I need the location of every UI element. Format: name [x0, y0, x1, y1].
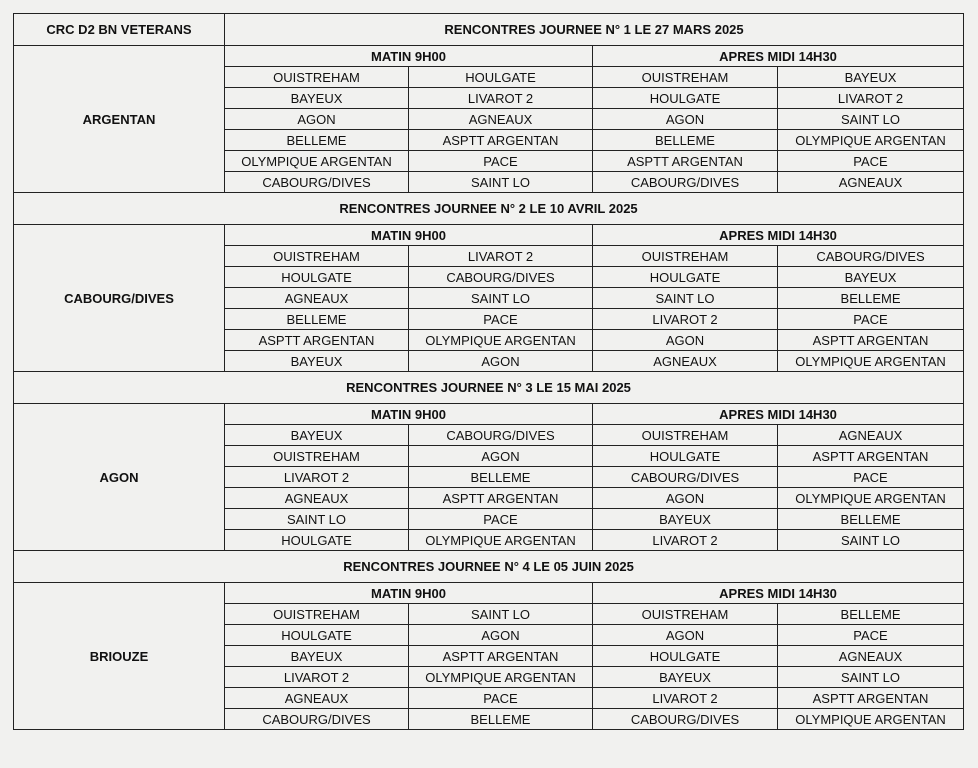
morning-away-team: SAINT LO: [409, 288, 593, 309]
morning-home-team: LIVAROT 2: [225, 667, 409, 688]
afternoon-home-team: OUISTREHAM: [593, 604, 778, 625]
afternoon-home-team: OUISTREHAM: [593, 67, 778, 88]
session-header-row: [14, 46, 964, 67]
morning-home-team: AGNEAUX: [225, 688, 409, 709]
afternoon-home-team: AGNEAUX: [593, 351, 778, 372]
afternoon-home-team: LIVAROT 2: [593, 309, 778, 330]
afternoon-home-team: BAYEUX: [593, 509, 778, 530]
afternoon-away-team: OLYMPIQUE ARGENTAN: [778, 709, 964, 730]
afternoon-away-team: LIVAROT 2: [778, 88, 964, 109]
morning-home-team: BAYEUX: [225, 646, 409, 667]
afternoon-home-team: OUISTREHAM: [593, 425, 778, 446]
morning-away-team: AGON: [409, 446, 593, 467]
afternoon-away-team: AGNEAUX: [778, 425, 964, 446]
morning-away-team: PACE: [409, 309, 593, 330]
competition-title: CRC D2 BN VETERANS: [14, 14, 225, 46]
morning-home-team: AGNEAUX: [225, 488, 409, 509]
round-heading: RENCONTRES JOURNEE N° 3 LE 15 MAI 2025: [14, 372, 964, 404]
round-heading: RENCONTRES JOURNEE N° 1 LE 27 MARS 2025: [225, 14, 964, 46]
morning-home-team: HOULGATE: [225, 267, 409, 288]
afternoon-session-header: APRES MIDI 14H30: [593, 46, 964, 67]
afternoon-home-team: CABOURG/DIVES: [593, 709, 778, 730]
afternoon-away-team: PACE: [778, 625, 964, 646]
afternoon-home-team: OUISTREHAM: [593, 246, 778, 267]
morning-home-team: BAYEUX: [225, 351, 409, 372]
afternoon-away-team: ASPTT ARGENTAN: [778, 688, 964, 709]
round-heading: RENCONTRES JOURNEE N° 2 LE 10 AVRIL 2025: [14, 193, 964, 225]
round-heading: RENCONTRES JOURNEE N° 4 LE 05 JUIN 2025: [14, 551, 964, 583]
afternoon-away-team: ASPTT ARGENTAN: [778, 330, 964, 351]
venue-cell: CABOURG/DIVES: [14, 225, 225, 372]
morning-away-team: SAINT LO: [409, 172, 593, 193]
afternoon-session-header: APRES MIDI 14H30: [593, 225, 964, 246]
afternoon-away-team: OLYMPIQUE ARGENTAN: [778, 130, 964, 151]
afternoon-home-team: LIVAROT 2: [593, 530, 778, 551]
morning-home-team: HOULGATE: [225, 625, 409, 646]
morning-away-team: LIVAROT 2: [409, 246, 593, 267]
afternoon-session-header: APRES MIDI 14H30: [593, 583, 964, 604]
morning-away-team: CABOURG/DIVES: [409, 425, 593, 446]
morning-home-team: BELLEME: [225, 309, 409, 330]
session-header-row: [14, 225, 964, 246]
morning-away-team: SAINT LO: [409, 604, 593, 625]
morning-away-team: AGON: [409, 625, 593, 646]
morning-away-team: ASPTT ARGENTAN: [409, 130, 593, 151]
afternoon-away-team: SAINT LO: [778, 667, 964, 688]
schedule-body: [14, 14, 964, 730]
afternoon-home-team: AGON: [593, 488, 778, 509]
afternoon-home-team: HOULGATE: [593, 446, 778, 467]
afternoon-away-team: BELLEME: [778, 604, 964, 625]
afternoon-away-team: PACE: [778, 151, 964, 172]
round-heading-row: [14, 551, 964, 583]
morning-home-team: OUISTREHAM: [225, 246, 409, 267]
round-heading-row: [14, 193, 964, 225]
round-heading-row: [14, 372, 964, 404]
afternoon-home-team: AGON: [593, 330, 778, 351]
morning-home-team: LIVAROT 2: [225, 467, 409, 488]
afternoon-home-team: AGON: [593, 109, 778, 130]
morning-away-team: BELLEME: [409, 467, 593, 488]
afternoon-away-team: PACE: [778, 309, 964, 330]
afternoon-home-team: HOULGATE: [593, 88, 778, 109]
afternoon-away-team: BAYEUX: [778, 67, 964, 88]
afternoon-away-team: AGNEAUX: [778, 646, 964, 667]
morning-away-team: ASPTT ARGENTAN: [409, 646, 593, 667]
afternoon-away-team: AGNEAUX: [778, 172, 964, 193]
morning-away-team: AGNEAUX: [409, 109, 593, 130]
afternoon-away-team: BELLEME: [778, 288, 964, 309]
afternoon-away-team: OLYMPIQUE ARGENTAN: [778, 351, 964, 372]
morning-home-team: CABOURG/DIVES: [225, 709, 409, 730]
morning-home-team: AGNEAUX: [225, 288, 409, 309]
morning-home-team: BAYEUX: [225, 88, 409, 109]
morning-home-team: HOULGATE: [225, 530, 409, 551]
morning-session-header: MATIN 9H00: [225, 225, 593, 246]
afternoon-home-team: ASPTT ARGENTAN: [593, 151, 778, 172]
session-header-row: [14, 583, 964, 604]
afternoon-home-team: AGON: [593, 625, 778, 646]
morning-home-team: BAYEUX: [225, 425, 409, 446]
afternoon-away-team: ASPTT ARGENTAN: [778, 446, 964, 467]
morning-away-team: BELLEME: [409, 709, 593, 730]
morning-home-team: OUISTREHAM: [225, 604, 409, 625]
morning-home-team: BELLEME: [225, 130, 409, 151]
afternoon-away-team: OLYMPIQUE ARGENTAN: [778, 488, 964, 509]
afternoon-home-team: LIVAROT 2: [593, 688, 778, 709]
morning-away-team: HOULGATE: [409, 67, 593, 88]
morning-session-header: MATIN 9H00: [225, 583, 593, 604]
morning-away-team: CABOURG/DIVES: [409, 267, 593, 288]
morning-away-team: AGON: [409, 351, 593, 372]
morning-away-team: PACE: [409, 688, 593, 709]
afternoon-home-team: BELLEME: [593, 130, 778, 151]
afternoon-session-header: APRES MIDI 14H30: [593, 404, 964, 425]
afternoon-away-team: SAINT LO: [778, 530, 964, 551]
schedule-sheet: [13, 13, 963, 755]
morning-session-header: MATIN 9H00: [225, 404, 593, 425]
session-header-row: [14, 404, 964, 425]
schedule-table: [13, 13, 964, 730]
venue-cell: BRIOUZE: [14, 583, 225, 730]
morning-away-team: LIVAROT 2: [409, 88, 593, 109]
morning-home-team: ASPTT ARGENTAN: [225, 330, 409, 351]
morning-home-team: CABOURG/DIVES: [225, 172, 409, 193]
venue-cell: AGON: [14, 404, 225, 551]
afternoon-away-team: SAINT LO: [778, 109, 964, 130]
afternoon-home-team: BAYEUX: [593, 667, 778, 688]
morning-away-team: OLYMPIQUE ARGENTAN: [409, 330, 593, 351]
morning-away-team: OLYMPIQUE ARGENTAN: [409, 530, 593, 551]
morning-away-team: OLYMPIQUE ARGENTAN: [409, 667, 593, 688]
morning-away-team: ASPTT ARGENTAN: [409, 488, 593, 509]
afternoon-away-team: CABOURG/DIVES: [778, 246, 964, 267]
venue-cell: ARGENTAN: [14, 46, 225, 193]
morning-home-team: AGON: [225, 109, 409, 130]
morning-home-team: OUISTREHAM: [225, 67, 409, 88]
morning-away-team: PACE: [409, 509, 593, 530]
morning-home-team: SAINT LO: [225, 509, 409, 530]
afternoon-away-team: BAYEUX: [778, 267, 964, 288]
morning-session-header: MATIN 9H00: [225, 46, 593, 67]
afternoon-home-team: CABOURG/DIVES: [593, 172, 778, 193]
morning-home-team: OUISTREHAM: [225, 446, 409, 467]
morning-away-team: PACE: [409, 151, 593, 172]
afternoon-home-team: CABOURG/DIVES: [593, 467, 778, 488]
afternoon-away-team: PACE: [778, 467, 964, 488]
morning-home-team: OLYMPIQUE ARGENTAN: [225, 151, 409, 172]
title-row: [14, 14, 964, 46]
afternoon-home-team: HOULGATE: [593, 267, 778, 288]
afternoon-away-team: BELLEME: [778, 509, 964, 530]
afternoon-home-team: HOULGATE: [593, 646, 778, 667]
afternoon-home-team: SAINT LO: [593, 288, 778, 309]
